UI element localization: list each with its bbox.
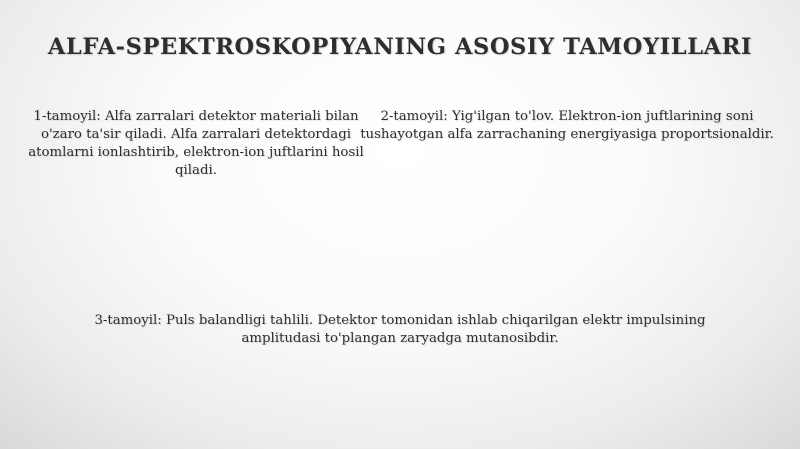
principle-2-text: 2-tamoyil: Yig'ilgan to'lov. Elektron-ion juftlarining soni tushayotgan alfa zarrachaning energiyasiga proportsionaldir. <box>360 109 774 142</box>
principle-3-text: 3-tamoyil: Puls balandligi tahlili. Detektor tomonidan ishlab chiqarilgan elektr impulsining amplitudasi to'plangan zaryadga mutanosibdir. <box>94 313 706 346</box>
slide-title: ALFA-SPEKTROSKOPIYANING ASOSIY TAMOYILLARI <box>47 34 753 60</box>
principle-1-text: 1-tamoyil: Alfa zarralari detektor materiali bilan o'zaro ta'sir qiladi. Alfa zarralari detektordagi atomlarni ionlashtirib, elektron-ion juftlarini hosil qiladi. <box>28 109 364 178</box>
